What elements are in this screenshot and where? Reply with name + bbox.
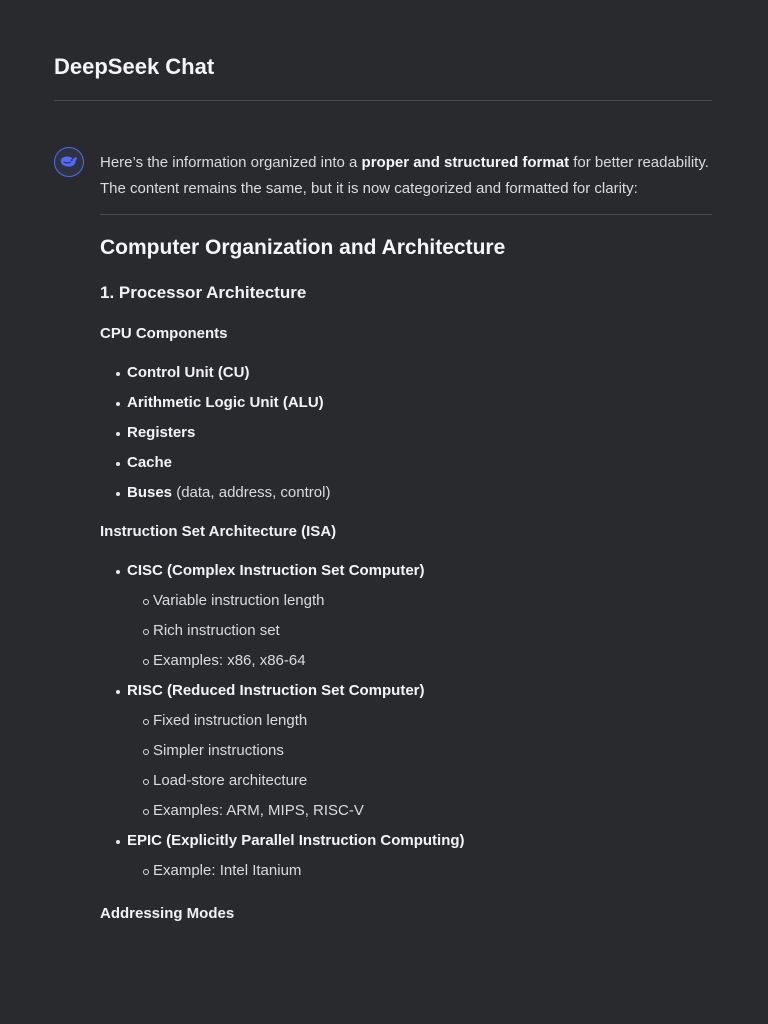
- list-item-text: [127, 388, 712, 418]
- subheading-isa: Instruction Set Architecture (ISA): [100, 523, 337, 540]
- list-item-bold: Buses: [127, 484, 173, 501]
- section-heading-processor: 1. Processor Architecture: [100, 283, 307, 302]
- list-item: [100, 358, 712, 388]
- assistant-avatar: [54, 147, 84, 177]
- list-item: [100, 556, 712, 676]
- list-item: [100, 676, 712, 826]
- list-item: [100, 826, 712, 886]
- sub-list-item: Fixed instruction length: [127, 706, 712, 736]
- subheading-cpu-components: CPU Components: [100, 325, 228, 342]
- intro-paragraph: [100, 150, 712, 202]
- content-divider: [100, 214, 712, 215]
- intro-text-end: for better readability. The content remains the same, but it is now categorized and formatted for clarity:: [100, 154, 709, 197]
- cpu-components-list: [100, 358, 712, 508]
- list-item-bold: Cache: [127, 454, 173, 471]
- list-item: [100, 418, 712, 448]
- isa-list: [100, 556, 712, 886]
- intro-bold-text: proper and structured format: [361, 154, 570, 171]
- list-item-detail: (data, address, control): [172, 484, 331, 501]
- list-item-bold: Registers: [127, 424, 196, 441]
- deepseek-whale-icon: [58, 151, 80, 173]
- list-item: [100, 448, 712, 478]
- list-item-text: [127, 478, 712, 508]
- sub-list-item: Examples: x86, x86-64: [127, 646, 712, 676]
- list-item-text: [127, 358, 712, 388]
- sub-list: [127, 706, 712, 826]
- sub-list: [127, 586, 712, 676]
- sub-list-item: Load-store architecture: [127, 766, 712, 796]
- list-item-text: [127, 418, 712, 448]
- main-heading: Computer Organization and Architecture: [100, 236, 506, 259]
- sub-list-item: Example: Intel Itanium: [127, 856, 712, 886]
- list-item-text: [127, 448, 712, 478]
- sub-list-item: Variable instruction length: [127, 586, 712, 616]
- list-item-bold: CISC (Complex Instruction Set Computer): [127, 556, 712, 586]
- list-item-bold: Arithmetic Logic Unit (ALU): [127, 394, 324, 411]
- intro-text: Here’s the information organized into a: [100, 154, 362, 171]
- list-item: [100, 478, 712, 508]
- sub-list-item: Examples: ARM, MIPS, RISC-V: [127, 796, 712, 826]
- sub-list-item: Rich instruction set: [127, 616, 712, 646]
- assistant-message: [100, 150, 712, 924]
- list-item-bold: RISC (Reduced Instruction Set Computer): [127, 676, 712, 706]
- list-item-bold: Control Unit (CU): [127, 364, 250, 381]
- subheading-addressing-modes: Addressing Modes: [100, 905, 235, 922]
- list-item-bold: EPIC (Explicitly Parallel Instruction Computing): [127, 826, 712, 856]
- sub-list: [127, 856, 712, 886]
- header-divider: [54, 100, 712, 101]
- list-item: [100, 388, 712, 418]
- app-title: DeepSeek Chat: [54, 54, 215, 79]
- sub-list-item: Simpler instructions: [127, 736, 712, 766]
